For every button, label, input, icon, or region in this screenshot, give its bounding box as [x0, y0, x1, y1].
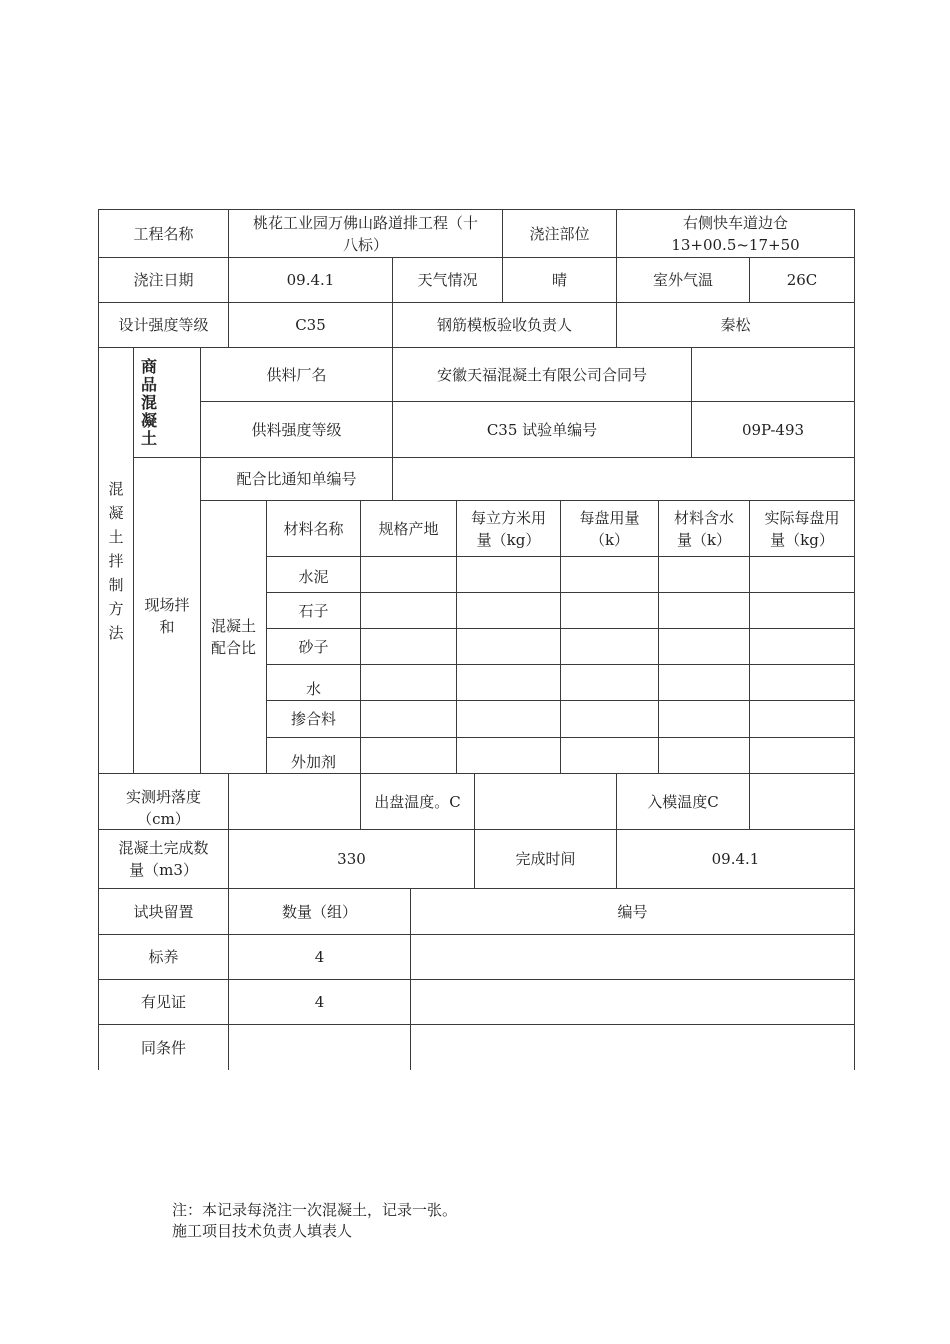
specimen-qty: 4: [314, 993, 325, 1011]
volume-value: 330: [337, 850, 366, 868]
material-name: 石子: [298, 601, 329, 620]
discharge-temp-label: 出盘温度。C: [374, 792, 461, 811]
pour-location-value: 右侧快车道边仓 13+00.5~17+50: [671, 213, 800, 254]
specimen-type: 同条件: [140, 1038, 186, 1057]
material-name: 掺合料: [290, 710, 336, 728]
supplier-label: 供料厂名: [266, 365, 327, 384]
specimen-qty: 4: [314, 948, 325, 966]
specimen-type: 有见证: [140, 993, 186, 1011]
material-name: 水泥: [298, 567, 329, 586]
test-number-value: 09P-493: [741, 420, 805, 439]
mix-header: 每立方米用 量（kg）: [470, 508, 546, 549]
mix-header: 材料名称: [283, 519, 344, 538]
pour-date-value: 09.4.1: [286, 271, 335, 289]
material-name: 水: [305, 680, 321, 698]
specimen-label: 试块留置: [133, 902, 194, 921]
inspector-label: 钢筋模板验收负责人: [436, 316, 572, 334]
specimen-type: 标养: [148, 948, 179, 966]
volume-label: 混凝土完成数 量（m3）: [118, 839, 209, 879]
mixing-method-label-cell: [99, 348, 133, 773]
rule: [854, 209, 855, 1070]
mix-ratio-label: 混凝土 配合比: [210, 617, 256, 657]
commercial-concrete-cell: [134, 348, 200, 457]
commercial-concrete-label: 商品混凝土: [140, 357, 157, 448]
outdoor-temp-label: 室外气温: [652, 271, 713, 289]
design-grade-value: C35: [295, 316, 326, 334]
pour-location-label: 浇注部位: [529, 224, 590, 243]
onsite-mixing-label: 现场拌 和: [144, 595, 190, 636]
mix-notice-label: 配合比通知单编号: [236, 470, 357, 488]
rule: [749, 773, 750, 829]
mix-header: 实际每盘用 量（kg）: [764, 508, 840, 549]
supply-grade-value: C35 试验单编号: [486, 420, 598, 439]
quantity-label: 数量（组）: [281, 902, 357, 921]
mix-header: 规格产地: [378, 519, 439, 538]
supplier-value: 安徽天福混凝土有限公司合同号: [436, 365, 647, 384]
mix-header: 材料含水 量（k）: [673, 508, 734, 549]
weather-label: 天气情况: [417, 271, 478, 289]
project-name-value: 桃花工业园万佛山路道排工程（十 八标）: [252, 213, 478, 254]
number-label: 编号: [617, 902, 648, 921]
finish-time-label: 完成时间: [515, 850, 576, 868]
weather-value: 晴: [551, 271, 567, 289]
slump-label: 实测坍落度 （cm）: [125, 787, 201, 828]
supply-grade-label: 供料强度等级: [251, 420, 342, 439]
mold-temp-label: 入模温度C: [647, 792, 719, 811]
material-name: 外加剂: [290, 753, 336, 771]
design-grade-label: 设计强度等级: [118, 316, 209, 334]
finish-time-value: 09.4.1: [711, 850, 760, 868]
material-name: 砂子: [298, 637, 329, 656]
mixing-method-label: 混凝土拌制方法: [108, 479, 124, 642]
inspector-value: 秦松: [720, 316, 751, 334]
note-line-2: 施工项目技术负责人填表人: [172, 1222, 353, 1240]
project-name-label: 工程名称: [133, 224, 194, 243]
note-line-1: 注：本记录每浇注一次混凝土，记录一张。: [172, 1201, 458, 1219]
specimen-qty: [229, 1025, 410, 1070]
outdoor-temp-value: 26C: [786, 271, 818, 289]
mix-header: 每盘用量 （k）: [579, 508, 640, 549]
pour-date-label: 浇注日期: [133, 271, 194, 289]
